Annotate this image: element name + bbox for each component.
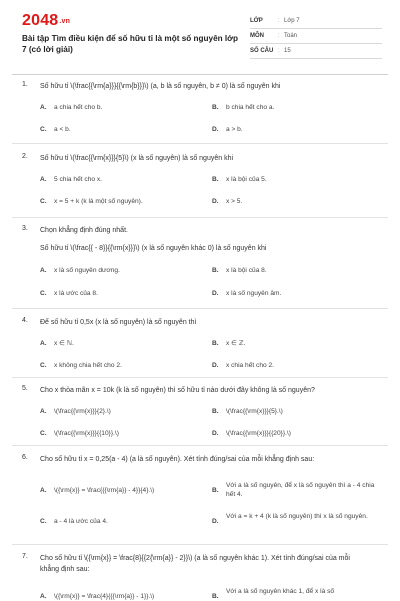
option-text: x ∈ ℕ. xyxy=(54,340,74,347)
question-text: Số hữu tỉ \(\frac{{\rm{a}}}{{\rm{b}}}\) (a, b là số nguyên, b ≠ 0) là số nguyên khi xyxy=(40,83,281,90)
brand-logo[interactable] xyxy=(22,12,70,30)
option-letter: B. xyxy=(212,176,219,183)
option-letter: A. xyxy=(40,267,47,274)
option-text: b chia hết cho a. xyxy=(226,104,275,111)
option-letter: A. xyxy=(40,340,47,347)
option-text: Với a là số nguyên khác 1, để x là số xyxy=(226,588,335,595)
meta-row-count xyxy=(250,44,382,59)
question-text: Chọn khẳng định đúng nhất. xyxy=(40,227,128,234)
question-divider xyxy=(12,217,388,218)
question-text: Số hữu tỉ \(\frac{{\rm{x}}}{5}\) (x là số nguyên) là số nguyên khi xyxy=(40,155,234,162)
option-letter: A. xyxy=(40,408,47,415)
meta-separator: : xyxy=(278,18,280,24)
meta-value-count: 15 xyxy=(284,48,291,54)
question-number: 5. xyxy=(22,385,28,392)
header-divider xyxy=(12,74,388,75)
meta-value-class: Lớp 7 xyxy=(284,18,300,24)
meta-label-count: SỐ CÂU xyxy=(250,48,274,54)
option-text: Với a = k + 4 (k là số nguyên) thì x là số nguyên. xyxy=(226,513,368,520)
option-letter: B. xyxy=(212,104,219,111)
meta-row-class xyxy=(250,14,382,29)
option-text: x chia hết cho 2. xyxy=(226,362,275,369)
meta-row-subject xyxy=(250,29,382,44)
option-letter: C. xyxy=(40,430,47,437)
option-text: x là bội của 8. xyxy=(226,267,267,274)
option-letter: D. xyxy=(212,518,219,525)
option-letter: B. xyxy=(212,487,219,494)
option-letter: A. xyxy=(40,593,47,600)
option-text: \(\frac{{\rm{x}}}{2}.\) xyxy=(54,408,111,415)
option-text: x là số nguyên âm. xyxy=(226,290,282,297)
option-text: \({\rm{x}} = \frac{4}{{{\rm{a}} - 1}}.\) xyxy=(54,593,155,600)
question-number: 6. xyxy=(22,454,28,461)
question-subtext: Số hữu tỉ \(\frac{{ - 8}}{{\rm{x}}}\) (x là số nguyên khác 0) là số nguyên khi xyxy=(40,245,267,252)
option-text: \(\frac{{\rm{x}}}{{10}}.\) xyxy=(54,430,119,437)
question-divider xyxy=(12,377,388,378)
question-text: Cho số hữu tỉ x = 0,25(a - 4) (a là số nguyên). Xét tính đúng/sai của mỗi khẳng định sau: xyxy=(40,456,315,463)
option-text: a chia hết cho b. xyxy=(54,104,103,111)
option-text: a < b. xyxy=(54,126,71,133)
question-number: 2. xyxy=(22,153,28,160)
option-letter: B. xyxy=(212,593,219,600)
option-text: x ∈ ℤ. xyxy=(226,340,246,347)
question-number: 7. xyxy=(22,553,28,560)
question-number: 3. xyxy=(22,225,28,232)
option-text: x là ước của 8. xyxy=(54,290,98,297)
option-letter: C. xyxy=(40,198,47,205)
option-letter: C. xyxy=(40,518,47,525)
question-number: 4. xyxy=(22,317,28,324)
option-letter: D. xyxy=(212,430,219,437)
option-letter: D. xyxy=(212,290,219,297)
question-number: 1. xyxy=(22,81,28,88)
option-text: x là bội của 5. xyxy=(226,176,267,183)
option-letter: C. xyxy=(40,126,47,133)
option-text: x > 5. xyxy=(226,198,243,205)
meta-label-subject: MÔN xyxy=(250,33,264,39)
option-letter: A. xyxy=(40,176,47,183)
option-letter: D. xyxy=(212,126,219,133)
meta-label-class: LỚP xyxy=(250,18,263,24)
option-text: \({\rm{x}} = \frac{{{\rm{a}} - 4}}{4}.\) xyxy=(54,487,155,494)
meta-separator: : xyxy=(278,33,280,39)
option-text: x là số nguyên dương. xyxy=(54,267,120,274)
meta-table xyxy=(250,14,382,59)
option-text: Với a là số nguyên, để x là số nguyên thì a - 4 chia hết 4. xyxy=(226,482,375,498)
option-text: x không chia hết cho 2. xyxy=(54,362,122,369)
option-letter: A. xyxy=(40,104,47,111)
brand-tld: .vn xyxy=(59,18,71,25)
option-letter: B. xyxy=(212,408,219,415)
option-letter: D. xyxy=(212,198,219,205)
question-divider xyxy=(12,445,388,446)
question-divider xyxy=(12,143,388,144)
question-text: Để số hữu tỉ 0,5x (x là số nguyên) là số nguyên thì xyxy=(40,319,197,326)
question-text: Cho x thỏa mãn x = 10k (k là số nguyên) thì số hữu tỉ nào dưới đây không là số nguyên? xyxy=(40,387,315,394)
option-letter: C. xyxy=(40,290,47,297)
option-text: 5 chia hết cho x. xyxy=(54,176,103,183)
meta-value-subject: Toán xyxy=(284,33,298,39)
meta-separator: : xyxy=(278,48,280,54)
question-text: Cho số hữu tỉ \({\rm{x}} = \frac{8}{{2{\rm{a}} - 2}}\) (a là số nguyên khác 1). Xét tính đúng/sai của mỗi khẳng định sau: xyxy=(40,555,350,573)
option-text: \(\frac{{\rm{x}}}{5}.\) xyxy=(226,408,283,415)
brand-name: 2048 xyxy=(22,12,59,29)
option-text: a > b. xyxy=(226,126,243,133)
option-text: a - 4 là ước của 4. xyxy=(54,518,108,525)
option-text: \(\frac{{\rm{x}}}{{20}}.\) xyxy=(226,430,291,437)
question-divider xyxy=(12,544,388,545)
question-divider xyxy=(12,308,388,309)
page-title: Bài tập Tìm điều kiện để số hữu tỉ là một số nguyên lớp 7 (có lời giải) xyxy=(22,34,239,54)
option-text: x = 5 + k (k là một số nguyên). xyxy=(54,198,143,205)
option-letter: D. xyxy=(212,362,219,369)
option-letter: B. xyxy=(212,340,219,347)
option-letter: A. xyxy=(40,487,47,494)
option-letter: C. xyxy=(40,362,47,369)
option-letter: B. xyxy=(212,267,219,274)
